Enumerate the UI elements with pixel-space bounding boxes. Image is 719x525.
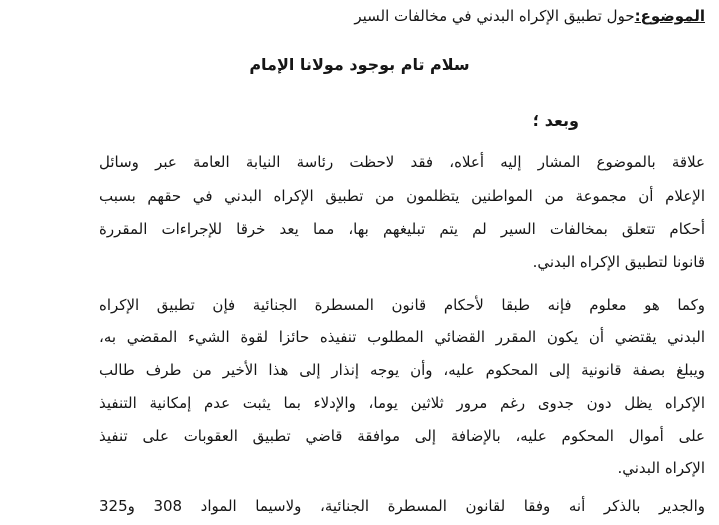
paragraph-2-line-6: الإكراه البدني. — [617, 459, 705, 477]
subject-line — [354, 6, 705, 26]
paragraph-1-line-4: قانونا لتطبيق الإكراه البدني. — [532, 253, 705, 271]
paragraph-2-line-2: البدني يقتضي أن يكون المقرر القضائي المطلوب تنفيذه حائزا لقوة الشيء المقضي به، — [99, 328, 705, 346]
opening: وبعد ؛ — [532, 111, 579, 130]
paragraph-2-line-4: الإكراه يظل دون جدوى رغم مرور ثلاثين يوما، والإدلاء بما يثبت عدم إمكانية التنفيذ — [99, 394, 705, 412]
paragraph-2-line-1: وكما هو معلوم فإنه طبقا لأحكام قانون المسطرة الجنائية فإن تطبيق الإكراه — [99, 296, 705, 314]
paragraph-1-line-3: أحكام تتعلق بمخالفات السير لم يتم تبليغهم بها، مما يعد خرقا للإجراءات المقررة — [99, 220, 705, 238]
greeting: سلام تام بوجود مولانا الإمام — [249, 55, 470, 74]
subject-text: حول تطبيق الإكراه البدني في مخالفات السير — [354, 7, 635, 25]
paragraph-3-line-1: والجدير بالذكر أنه وفقا لقانون المسطرة الجنائية، ولاسيما المواد 308 و325 — [99, 497, 705, 515]
paragraph-2-line-3: ويبلغ بصفة قانونية إلى المحكوم عليه، وأن يوجه إنذار إلى هذا الأخير من طرف طالب — [99, 361, 705, 379]
subject-label: الموضوع: — [634, 7, 705, 25]
paragraph-2-line-5: على أموال المحكوم عليه، بالإضافة إلى موافقة قاضي تطبيق العقوبات على تنفيذ — [99, 427, 705, 445]
paragraph-1-line-1: علاقة بالموضوع المشار إليه أعلاه، فقد لاحظت رئاسة النيابة العامة عبر وسائل — [99, 153, 705, 171]
paragraph-1-line-2: الإعلام أن مجموعة من المواطنين يتظلمون من تطبيق الإكراه البدني في حقهم بسبب — [99, 187, 705, 205]
